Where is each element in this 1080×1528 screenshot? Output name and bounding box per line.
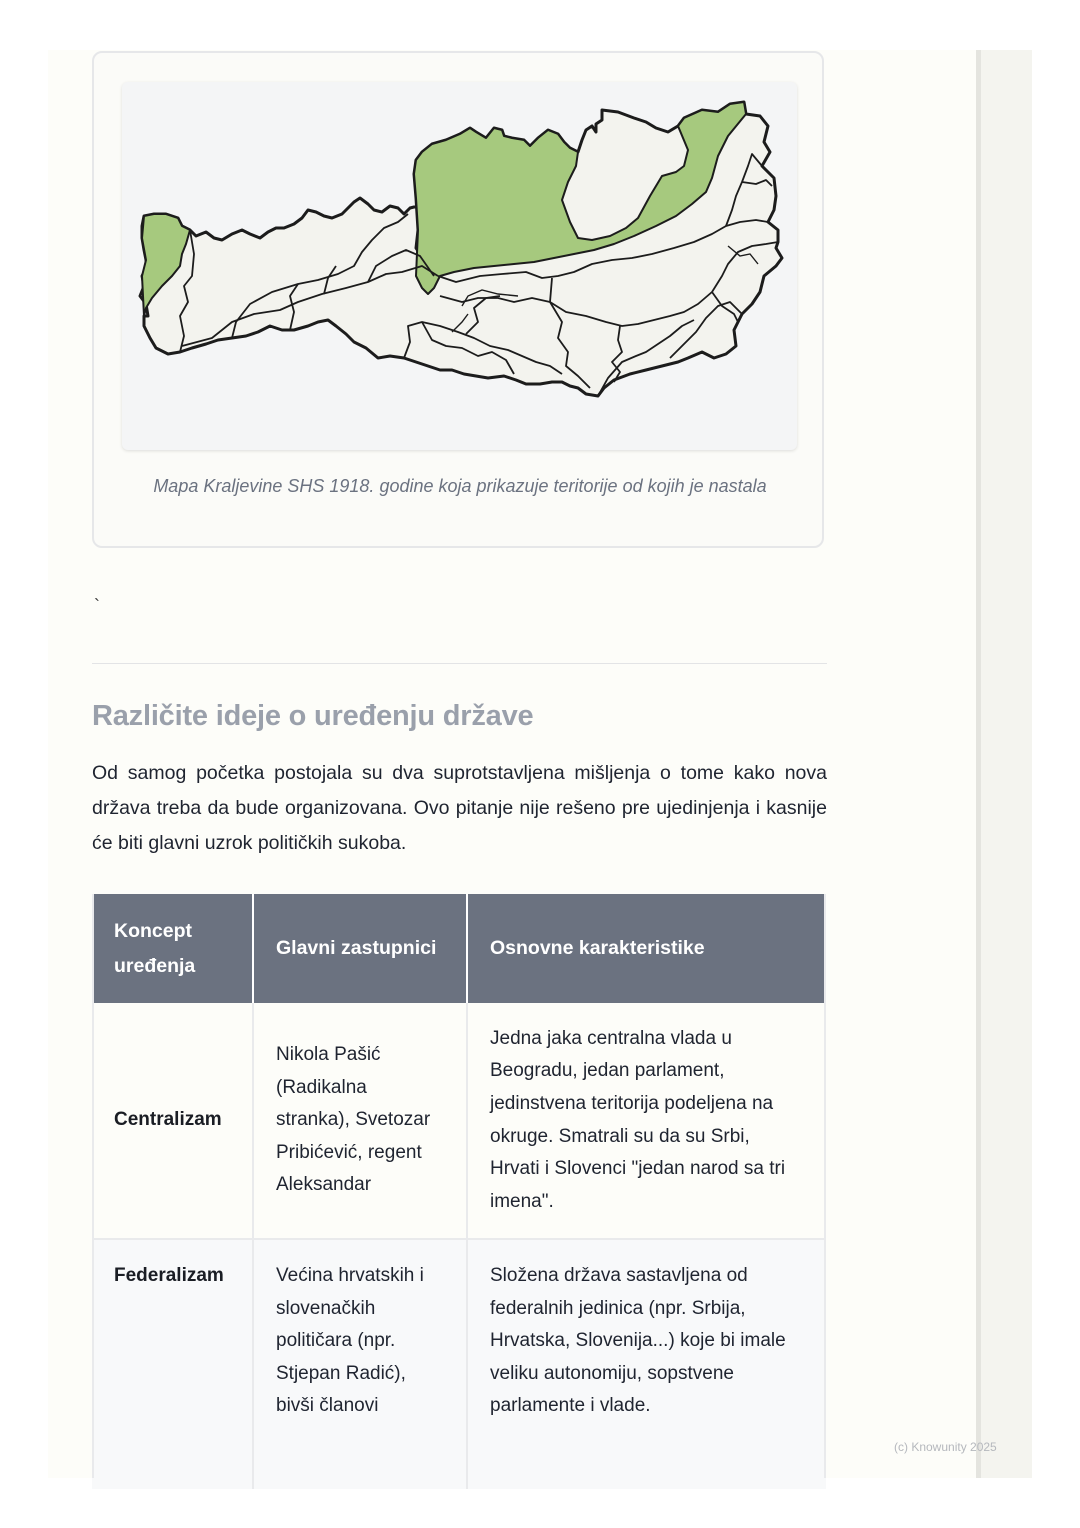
characteristics-cell: Jedna jaka centralna vlada u Beogradu, jedan parlament, jedinstvena teritorija podeljena na okruge. Smatrali su da su Srbi, Hrvati i Slovenci "jedan narod sa tri imena". — [467, 1003, 826, 1239]
header-characteristics: Osnovne karakteristike — [467, 894, 826, 1003]
section-title: Različite ideje o uređenju države — [92, 700, 534, 732]
table-row — [92, 1003, 826, 1239]
header-representatives: Glavni zastupnici — [253, 894, 467, 1003]
representatives-cell: Većina hrvatskih i slovenačkih političara (npr. Stjepan Radić), bivši članovi — [253, 1239, 467, 1489]
section-divider — [92, 663, 827, 664]
header-concept: Koncept uređenja — [92, 894, 253, 1003]
map-image — [122, 82, 797, 450]
stray-mark: ` — [94, 596, 100, 616]
map-caption: Mapa Kraljevine SHS 1918. godine koja prikazuje teritorije od kojih je nastala — [153, 476, 767, 496]
map-illustration — [122, 82, 797, 450]
table-header-row — [92, 894, 826, 1003]
characteristics-cell: Složena država sastavljena od federalnih jedinica (npr. Srbija, Hrvatska, Slovenija...) koje bi imale veliku autonomiju, sopstvene parlamente i vlade. — [467, 1239, 826, 1489]
watermark: (c) Knowunity 2025 — [894, 1440, 997, 1454]
concepts-table — [92, 894, 826, 1489]
page-gutter — [981, 50, 1032, 1478]
representatives-cell: Nikola Pašić (Radikalna stranka), Svetozar Pribićević, regent Aleksandar — [253, 1003, 467, 1239]
table-row — [92, 1239, 826, 1489]
concept-cell: Centralizam — [92, 1003, 253, 1239]
intro-paragraph: Od samog početka postojala su dva suprotstavljena mišljenja o tome kako nova država treba da bude organizovana. Ovo pitanje nije rešeno pre ujedinjenja i kasnije će biti glavni uzrok političkih sukoba. — [92, 762, 827, 854]
concept-cell: Federalizam — [92, 1239, 253, 1489]
